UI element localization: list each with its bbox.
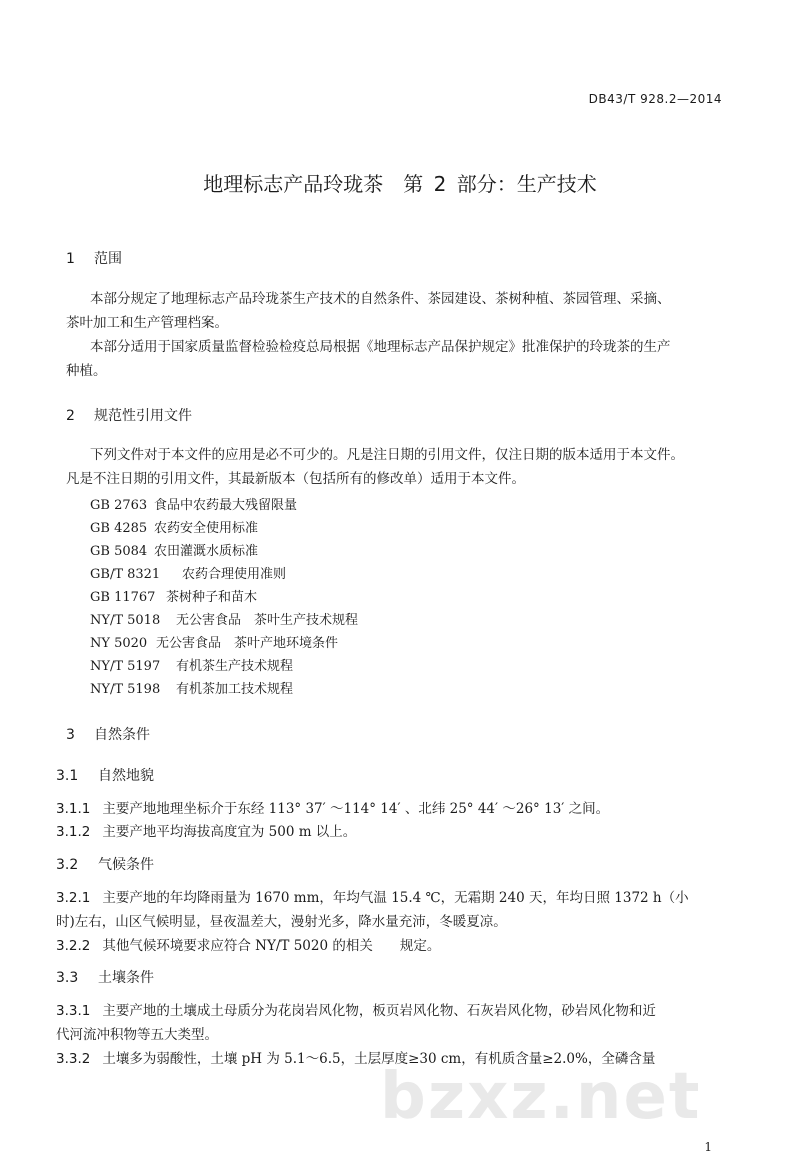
paragraph: 凡是不注日期的引用文件，其最新版本（包括所有的修改单）适用于本文件。 — [66, 471, 525, 487]
section-heading-3: 3 自然条件 — [66, 727, 150, 743]
paragraph: 茶叶加工和生产管理档案。 — [66, 315, 228, 331]
paragraph: 时)左右，山区气候明显，昼夜温差大，漫射光多，降水量充沛，冬暖夏凉。 — [56, 914, 507, 930]
section-heading-2: 2 规范性引用文件 — [66, 408, 192, 424]
page-number: 1 — [704, 1140, 712, 1154]
reference-item: NY/T 5197 有机茶生产技术规程 — [90, 659, 294, 674]
clause-3-3-1: 3.3.1 主要产地的土壤成土母质分为花岗岩风化物，板页岩风化物、石灰岩风化物，砂岩风化物和近 — [56, 1003, 656, 1019]
subsection-heading-3-3: 3.3 土壤条件 — [56, 970, 154, 986]
clause-3-2-2: 3.2.2 其他气候环境要求应符合 NY/T 5020 的相关 规定。 — [56, 938, 441, 954]
clause-3-3-2: 3.3.2 土壤多为弱酸性，土壤 pH 为 5.1～6.5，土层厚度≥30 cm，有机质含量≥2.0%，全磷含量 — [56, 1051, 656, 1067]
paragraph: 本部分规定了地理标志产品玲珑茶生产技术的自然条件、茶园建设、茶树种植、茶园管理、采摘、 — [90, 291, 671, 307]
clause-3-2-1: 3.2.1 主要产地的年均降雨量为 1670 mm，年均气温 15.4 ℃，无霜期 240 天，年均日照 1372 h（小 — [56, 890, 689, 906]
paragraph: 种植。 — [66, 363, 107, 379]
reference-item: GB 2763 食品中农药最大残留限量 — [90, 498, 298, 513]
subsection-heading-3-2: 3.2 气候条件 — [56, 857, 154, 873]
reference-item: NY/T 5018 无公害食品 茶叶生产技术规程 — [90, 613, 359, 628]
section-heading-1: 1 范围 — [66, 251, 122, 267]
reference-item: NY 5020 无公害食品 茶叶产地环境条件 — [90, 636, 339, 651]
paragraph: 本部分适用于国家质量监督检验检疫总局根据《地理标志产品保护规定》批准保护的玲珑茶的生产 — [90, 339, 671, 355]
reference-item: NY/T 5198 有机茶加工技术规程 — [90, 682, 294, 697]
reference-item: GB 11767 茶树种子和苗木 — [90, 590, 258, 605]
clause-3-1-1: 3.1.1 主要产地地理坐标介于东经 113° 37′ ～114° 14′ 、北纬 25° 44′ ～26° 13′ 之间。 — [56, 801, 610, 817]
watermark: bzxz.net — [380, 1060, 702, 1134]
reference-item: GB 4285 农药安全使用标准 — [90, 521, 259, 536]
reference-item: GB/T 8321 农药合理使用准则 — [90, 567, 287, 582]
paragraph: 代河流冲积物等五大类型。 — [56, 1027, 218, 1043]
document-title: 地理标志产品玲珑茶 第 2 部分：生产技术 — [203, 172, 597, 196]
subsection-heading-3-1: 3.1 自然地貌 — [56, 768, 154, 784]
clause-3-1-2: 3.1.2 主要产地平均海拔高度宜为 500 m 以上。 — [56, 824, 357, 840]
standard-code: DB43/T 928.2—2014 — [588, 92, 722, 106]
reference-item: GB 5084 农田灌溉水质标准 — [90, 544, 259, 559]
paragraph: 下列文件对于本文件的应用是必不可少的。凡是注日期的引用文件，仅注日期的版本适用于本文件。 — [90, 447, 684, 463]
